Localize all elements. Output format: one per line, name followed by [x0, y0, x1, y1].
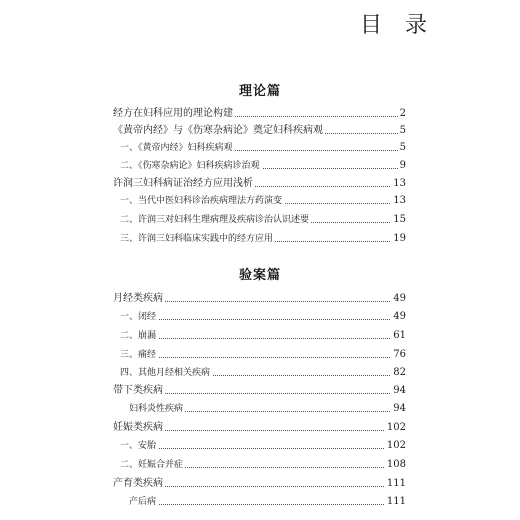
toc-entry-page: 19: [391, 231, 406, 247]
toc-entry-page: 76: [391, 347, 406, 363]
toc-entry-page: 94: [391, 383, 406, 399]
toc-entry[interactable]: [0, 438, 520, 454]
page-title: 目 录: [360, 13, 435, 38]
toc-entry-page: 49: [391, 291, 406, 307]
toc-entry-page: 102: [385, 438, 406, 454]
toc-entry[interactable]: [0, 291, 520, 307]
toc-entry-text: 经方在妇科应用的理论构建: [113, 106, 235, 122]
toc-entry[interactable]: [0, 365, 520, 381]
toc-entry-page: 111: [385, 494, 406, 510]
toc-entry[interactable]: [0, 176, 520, 192]
toc-entry-text: 许润三妇科病证治经方应用浅析: [113, 176, 255, 192]
dot-leader: [120, 319, 404, 320]
toc-entry-page: 102: [385, 420, 406, 436]
toc-entry-page: 5: [398, 123, 406, 139]
toc-entry[interactable]: [0, 420, 520, 436]
toc-entry-text: 一、《黄帝内经》妇科疾病观: [120, 140, 235, 156]
toc-entry-text: 一、安胎: [120, 438, 158, 454]
toc-entry-page: 82: [391, 365, 406, 381]
toc-entry-text: 三、许润三妇科临床实践中的经方应用: [120, 231, 275, 247]
toc-entry-text: 妇科炎性疾病: [129, 401, 185, 417]
toc-entry[interactable]: [0, 476, 520, 492]
toc-entry-page: 61: [391, 328, 406, 344]
section-title-theory: 理论篇: [238, 84, 281, 99]
toc-entry[interactable]: [0, 106, 520, 122]
toc-entry[interactable]: [0, 457, 520, 473]
toc-entry-page: 5: [398, 140, 406, 156]
toc-entry-page: 108: [385, 457, 406, 473]
toc-entry-page: 94: [391, 401, 406, 417]
toc-entry-page: 13: [391, 176, 406, 192]
section-title-cases: 验案篇: [238, 268, 281, 283]
toc-entry[interactable]: [0, 401, 520, 417]
toc-entry-text: 带下类疾病: [113, 383, 165, 399]
toc-entry-page: 111: [385, 476, 406, 492]
toc-entry-text: 二、许润三对妇科生理病理及疾病诊治认识述要: [120, 212, 311, 228]
toc-entry-page: 9: [398, 158, 406, 174]
toc-entry-page: 49: [391, 309, 406, 325]
toc-entry-page: 2: [398, 106, 406, 122]
toc-entry-text: 二、妊娠合并症: [120, 457, 185, 473]
toc-entry[interactable]: [0, 140, 520, 156]
toc-entry-text: 月经类疾病: [113, 291, 165, 307]
dot-leader: [120, 338, 404, 339]
dot-leader: [120, 357, 404, 358]
toc-entry[interactable]: [0, 231, 520, 247]
toc-entry[interactable]: [0, 494, 520, 510]
toc-entry-text: 一、当代中医妇科诊治疾病理法方药演变: [120, 193, 284, 209]
toc-entry[interactable]: [0, 212, 520, 228]
toc-entry-text: 产后病: [129, 494, 158, 510]
toc-entry-text: 二、《伤寒杂病论》妇科疾病诊治观: [120, 158, 262, 174]
toc-entry[interactable]: [0, 158, 520, 174]
toc-entry-text: 二、崩漏: [120, 328, 158, 344]
toc-entry-page: 15: [391, 212, 406, 228]
toc-entry[interactable]: [0, 123, 520, 139]
toc-entry-page: 13: [391, 193, 406, 209]
toc-entry-text: 三、痛经: [120, 347, 158, 363]
toc-entry-text: 妊娠类疾病: [113, 420, 165, 436]
toc-entry-text: 四、其他月经相关疾病: [120, 365, 212, 381]
toc-entry-text: 一、闭经: [120, 309, 158, 325]
toc-entry-text: 产育类疾病: [113, 476, 165, 492]
toc-entry[interactable]: [0, 383, 520, 399]
toc-entry-text: 《黄帝内经》与《伤寒杂病论》奠定妇科疾病观: [113, 123, 325, 139]
toc-entry[interactable]: [0, 309, 520, 325]
dot-leader: [120, 448, 404, 449]
dot-leader: [129, 504, 404, 505]
toc-entry[interactable]: [0, 328, 520, 344]
toc-entry[interactable]: [0, 193, 520, 209]
toc-entry[interactable]: [0, 347, 520, 363]
